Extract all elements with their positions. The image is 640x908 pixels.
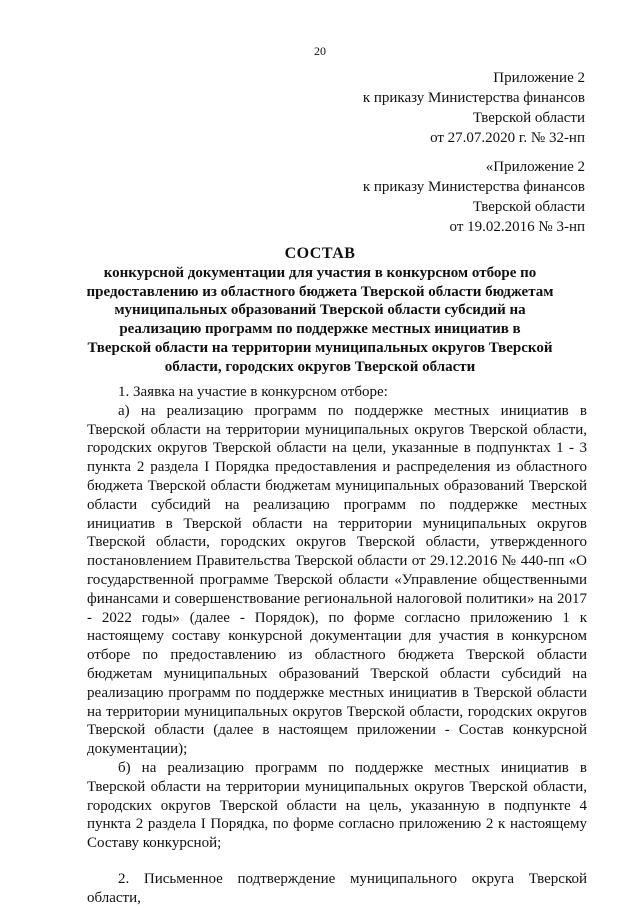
appendix-original-order: к приказу Министерства финансов xyxy=(362,179,585,195)
appendix-current-title: Приложение 2 xyxy=(493,70,585,86)
heading-title: СОСТАВ xyxy=(284,245,356,262)
item-1b-paragraph: б) на реализацию программ по поддержке местных инициатив в Тверской области на территории муниципальных округов Тверской области, городских округов Тверской области на цель, указанную в подпункте 4 пункта 2 раздела I Порядка, по форме согласно приложению 2 к настоящему Составу конкурсной; xyxy=(87,759,587,852)
appendix-current-date: от 27.07.2020 г. № 32-нп xyxy=(430,130,585,146)
appendix-original-title: «Приложение 2 xyxy=(485,159,585,175)
appendix-current-region: Тверской области xyxy=(472,110,585,126)
document-body xyxy=(87,383,587,908)
appendix-original-header xyxy=(363,157,585,237)
heading-subtitle: конкурсной документации для участия в конкурсном отборе по предоставлению из областного бюджета Тверской области бюджетам муниципальных образований Тверской области субсидий на реализацию программ по поддержке местных инициатив в Тверской области на территории муниципальных округов Тверской области, городских округов Тверской области xyxy=(86,265,554,375)
item-2-paragraph: 2. Письменное подтверждение муниципального округа Тверской области, xyxy=(87,870,587,906)
item-1a-paragraph: а) на реализацию программ по поддержке местных инициатив в Тверской области на территории муниципальных округов Тверской области, городских округов Тверской области на цели, указанные в подпунктах 1 - 3 пункта 2 раздела I Порядка предоставления и распределения из областного бюджета Тверской области бюджетам муниципальных образований Тверской области субсидий на реализацию программ по поддержке местных инициатив в Тверской области на территории муниципальных округов Тверской области, городских округов Тверской области, утвержденного постановлением Правительства Тверской области от 29.12.2016 № 440-пп «О государственной программе Тверской области «Управление общественными финансами и совершенствование региональной налоговой политики» на 2017 - 2022 годы» (далее - Порядок), по форме согласно приложению 1 к настоящему составу конкурсной документации для участия в конкурсном отборе по предоставлению из областного бюджета Тверской области бюджетам муниципальных образований Тверской области субсидий на реализацию программ по поддержке местных инициатив в Тверской области на территории муниципальных округов Тверской области, городских округов Тверской области (далее в настоящем приложении - Состав конкурсной документации); xyxy=(87,402,587,758)
appendix-original-region: Тверской области xyxy=(472,199,585,215)
item-1-paragraph: 1. Заявка на участие в конкурсном отборе: xyxy=(118,384,388,400)
document-heading xyxy=(86,243,554,376)
appendix-current-order: к приказу Министерства финансов xyxy=(362,90,585,106)
page-number: 20 xyxy=(314,44,326,58)
appendix-original-date: от 19.02.2016 № 3-нп xyxy=(449,219,585,235)
appendix-current-header xyxy=(363,68,585,148)
